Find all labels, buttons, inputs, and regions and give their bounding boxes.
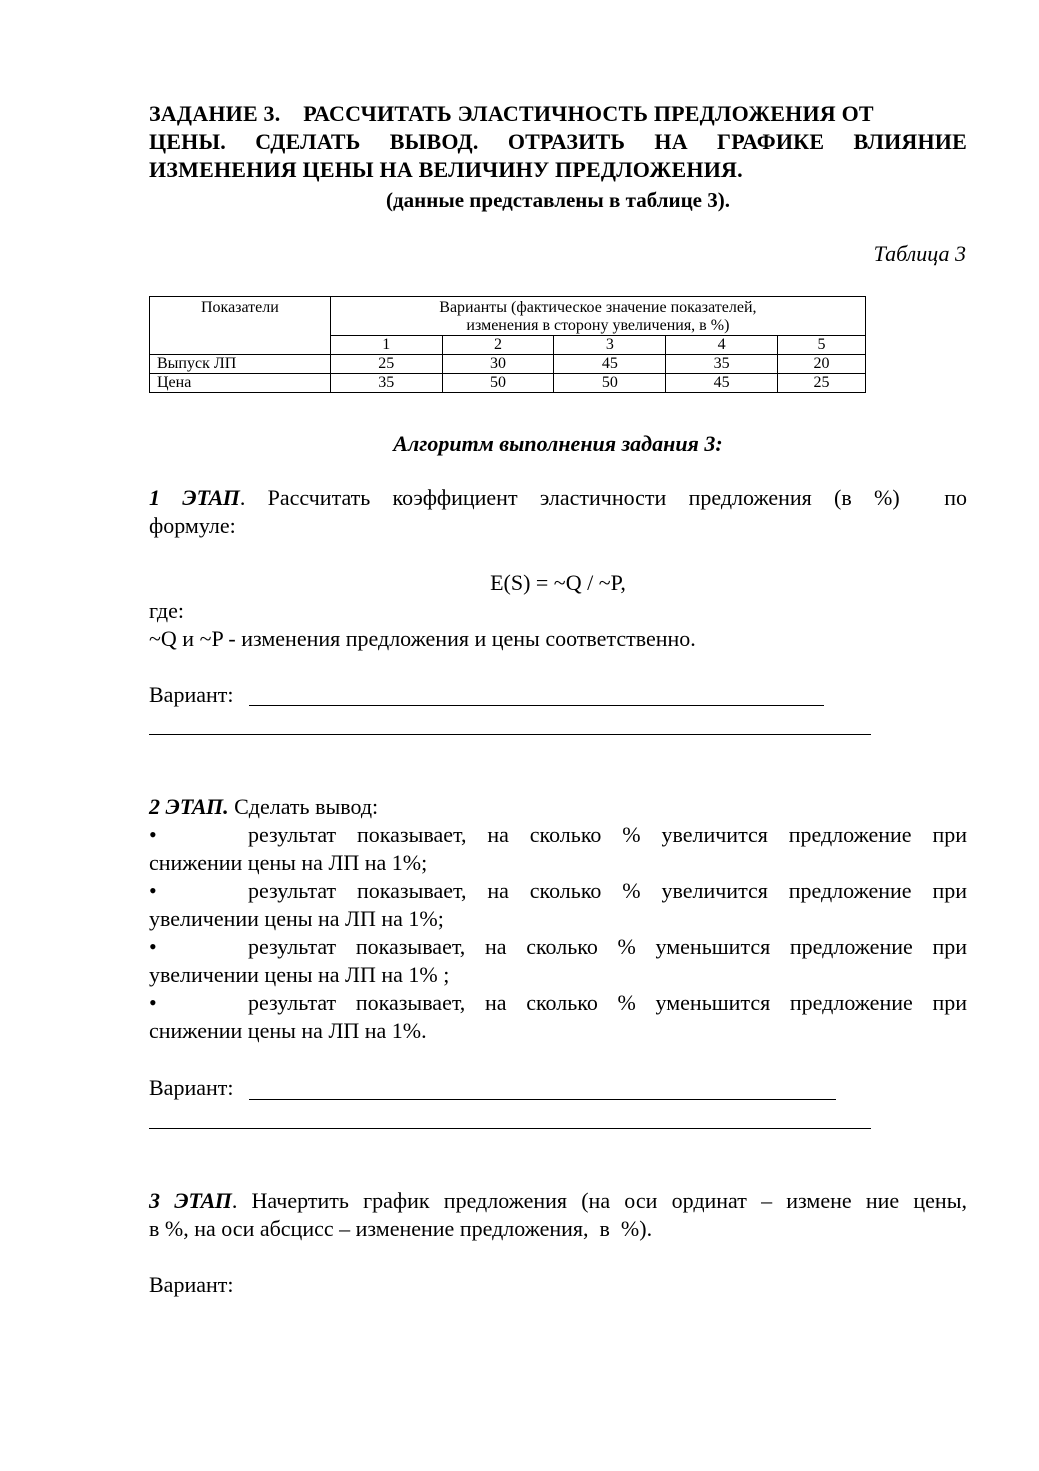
bullet-text-line-2: снижении цены на ЛП на 1%. bbox=[149, 1018, 427, 1043]
heading-line-3: ИЗМЕНЕНИЯ ЦЕНЫ НА ВЕЛИЧИНУ ПРЕДЛОЖЕНИЯ. bbox=[149, 157, 743, 182]
stage1-line-2: формуле: bbox=[149, 513, 236, 538]
stage1-explanation: ~Q и ~P - изменения предложения и цены соответственно. bbox=[149, 626, 696, 651]
stage3-label: 3 ЭТАП bbox=[149, 1188, 232, 1213]
stage1-line-1 bbox=[149, 484, 967, 512]
list-item bbox=[149, 877, 967, 933]
algorithm-title: Алгоритм выполнения задания 3: bbox=[393, 431, 723, 456]
row-label: Цена bbox=[150, 374, 331, 393]
header-variants-line-2: изменения в сторону увеличения, в %) bbox=[466, 317, 730, 334]
variant-number: 4 bbox=[666, 336, 778, 355]
header-indicators: Показатели bbox=[150, 297, 331, 355]
table-cell: 45 bbox=[554, 355, 666, 374]
bullet-text-line-2: снижении цены на ЛП на 1%; bbox=[149, 850, 428, 875]
bullet-icon: • bbox=[149, 990, 157, 1015]
table-cell: 50 bbox=[554, 374, 666, 393]
variant-number: 5 bbox=[778, 336, 866, 355]
stage1-answer-line-2 bbox=[149, 734, 871, 735]
heading-line-1: ЗАДАНИЕ 3. РАССЧИТАТЬ ЭЛАСТИЧНОСТЬ ПРЕДЛОЖЕНИЯ ОТ bbox=[149, 101, 874, 126]
table-cell: 45 bbox=[666, 374, 778, 393]
variant-number: 1 bbox=[330, 336, 442, 355]
table-cell: 35 bbox=[330, 374, 442, 393]
row-label: Выпуск ЛП bbox=[150, 355, 331, 374]
stage2-variant-label: Вариант: bbox=[149, 1075, 234, 1100]
heading-line-2: ЦЕНЫ. СДЕЛАТЬ ВЫВОД. ОТРАЗИТЬ НА ГРАФИКЕ ВЛИЯНИЕ bbox=[149, 129, 967, 154]
list-item bbox=[149, 933, 967, 989]
table-cell: 50 bbox=[442, 374, 554, 393]
stage2-answer-line-2 bbox=[149, 1128, 871, 1129]
table-header-row bbox=[150, 297, 866, 336]
table-caption: Таблица 3 bbox=[873, 241, 966, 266]
elasticity-formula: E(S) = ~Q / ~P, bbox=[490, 570, 626, 595]
stage1-variant-label: Вариант: bbox=[149, 682, 234, 707]
bullet-text-line-1: результат показывает, на сколько % уменьшится предложение при bbox=[248, 934, 967, 959]
table-row bbox=[150, 374, 866, 393]
bullet-icon: • bbox=[149, 822, 157, 847]
bullet-text-line-1: результат показывает, на сколько % уменьшится предложение при bbox=[248, 990, 967, 1015]
table-cell: 35 bbox=[666, 355, 778, 374]
task-heading bbox=[149, 100, 967, 184]
table-cell: 30 bbox=[442, 355, 554, 374]
table-cell: 20 bbox=[778, 355, 866, 374]
variant-number: 2 bbox=[442, 336, 554, 355]
stage3-line-1 bbox=[149, 1187, 967, 1215]
header-variants-line-1: Варианты (фактическое значение показателей, bbox=[439, 299, 757, 316]
data-table bbox=[149, 296, 866, 393]
stage3-text: . Начертить график предложения (на оси ординат – измене ние цены, bbox=[231, 1188, 967, 1213]
stage1-label: 1 ЭТАП bbox=[149, 485, 240, 510]
stage1-text: . Рассчитать коэффициент эластичности предложения (в %) по bbox=[239, 485, 967, 510]
bullet-text-line-1: результат показывает, на сколько % увеличится предложение при bbox=[248, 822, 967, 847]
bullet-icon: • bbox=[149, 934, 157, 959]
bullet-text-line-2: увеличении цены на ЛП на 1%; bbox=[149, 906, 444, 931]
stage3-line-2: в %, на оси абсцисс – изменение предложения, в %). bbox=[149, 1216, 653, 1241]
stage3-variant-label: Вариант: bbox=[149, 1272, 234, 1297]
stage2-label: 2 ЭТАП. bbox=[149, 794, 229, 819]
stage2-line bbox=[149, 793, 967, 821]
stage1-answer-line-1 bbox=[249, 705, 824, 706]
list-item bbox=[149, 989, 967, 1045]
table-row bbox=[150, 355, 866, 374]
stage2-text: Сделать вывод: bbox=[228, 794, 379, 819]
task-subtitle: (данные представлены в таблице 3). bbox=[386, 188, 730, 212]
list-item bbox=[149, 821, 967, 877]
bullet-icon: • bbox=[149, 878, 157, 903]
table-cell: 25 bbox=[330, 355, 442, 374]
stage1-where: где: bbox=[149, 598, 184, 623]
variant-number: 3 bbox=[554, 336, 666, 355]
bullet-text-line-1: результат показывает, на сколько % увеличится предложение при bbox=[248, 878, 967, 903]
header-variants bbox=[330, 297, 865, 336]
stage2-answer-line-1 bbox=[249, 1099, 836, 1100]
bullet-text-line-2: увеличении цены на ЛП на 1% ; bbox=[149, 962, 450, 987]
table-cell: 25 bbox=[778, 374, 866, 393]
